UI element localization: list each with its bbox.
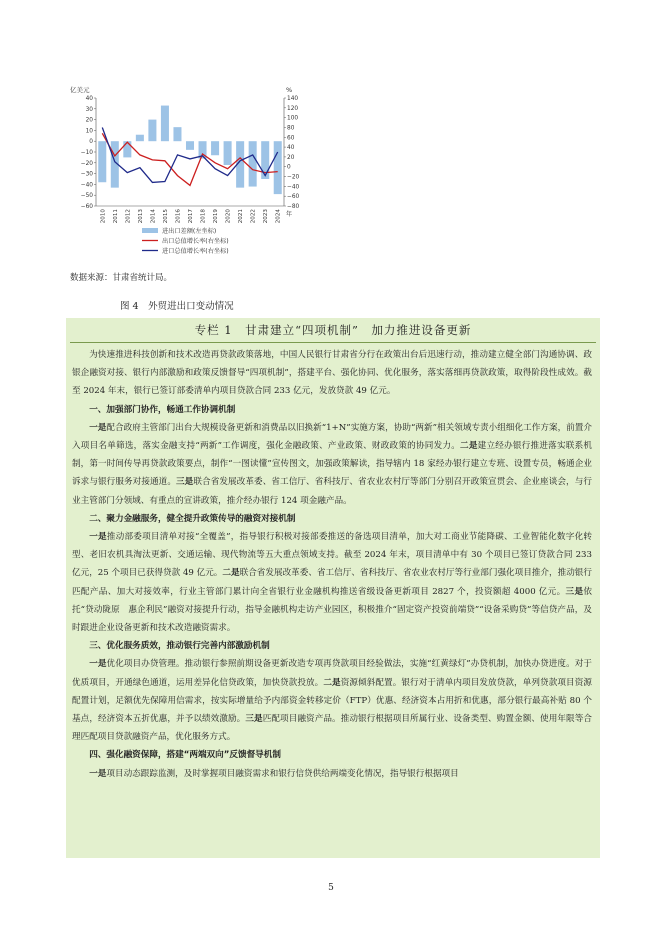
left-tick-label: −50 — [80, 193, 93, 200]
bar-trade-balance — [123, 141, 131, 157]
figure-source: 数据来源：甘肃省统计局。 — [70, 273, 173, 283]
x-tick-label: 2010 — [100, 209, 107, 224]
bar-trade-balance — [261, 141, 269, 179]
x-tick-label: 2016 — [175, 209, 182, 224]
bar-trade-balance — [148, 120, 156, 142]
box-body — [72, 346, 592, 783]
figure-caption: 图 4 外贸进出口变动情况 — [120, 301, 234, 312]
right-axis-unit: % — [286, 86, 293, 94]
bar-trade-balance — [249, 141, 257, 186]
right-tick-label: −80 — [287, 204, 300, 210]
right-tick-label: 140 — [287, 96, 299, 102]
x-tick-label: 2020 — [225, 209, 232, 224]
page-number: 5 — [328, 883, 334, 893]
intro-paragraph: 为快速推进科技创新和技术改造再贷款政策落地，中国人民银行甘肃省分行在政策出台后迅速行动，推动建立健全部门沟通协调、政银企融资对接、银行内部激励和政策反馈督导“四项机制”，搭建平台、强化协同、优化服务，落实落细再贷款政策，取得阶段性成效。截至 2024 年末，银行已签订部委清单内项目贷款合同 233 亿元，发放贷款 49 亿元。 — [72, 350, 592, 397]
x-tick-label: 2023 — [263, 209, 270, 224]
x-tick-label: 2011 — [112, 209, 119, 224]
right-tick-label: 40 — [287, 145, 295, 152]
x-tick-label: 2022 — [250, 209, 257, 224]
section-heading-3: 三、优化服务质效，推动银行完善内部激励机制 — [89, 641, 270, 652]
x-tick-label: 2017 — [188, 209, 194, 224]
right-tick-label: 80 — [287, 125, 295, 132]
box-title: 专栏 1 甘肃建立“四项机制” 加力推进设备更新 — [194, 323, 472, 337]
left-tick-label: −30 — [80, 171, 93, 178]
bar-trade-balance — [173, 127, 181, 141]
x-tick-label: 2015 — [162, 209, 169, 224]
section-1-paragraph: 一是配合政府主管部门出台大规模设备更新和消费品以旧换新“1+N”实施方案，协助“两新”相关领域专责小组细化工作方案，前置介入项目名单筛选，落实金融支持“两新”工作调度，强化金融政策、产业政策、财政政策的协同发力。二是建立经办银行推进落实联系机制，第一时间传导再贷款政策要点，制作“一图读懂”宣传图文，加强政策解读，指导辖内 18 家经办银行建立专班、设置专员，畅通企业诉求与银行服务对接通道。三是联合省发展改革委、省工信厅、省科技厅、省农业农村厅等部门分别召开政策宣贯会、企业座谈会，与行业主管部门分领域、有重点的宣讲政策，推介经办银行 124 项金融产品。 — [72, 422, 592, 506]
left-tick-label: 20 — [85, 117, 93, 124]
legend-label: 进口总值增长率(右坐标) — [162, 248, 229, 255]
bar-trade-balance — [224, 141, 232, 165]
bar-trade-balance — [161, 106, 169, 142]
section-4-paragraph: 一是项目动态跟踪监测，及时掌握项目融资需求和银行信贷供给两端变化情况，指导银行根据项目 — [89, 768, 459, 779]
legend-label: 进出口差额(左坐标) — [162, 228, 217, 235]
left-tick-label: 30 — [85, 106, 93, 113]
x-tick-label: 2014 — [150, 209, 157, 224]
legend-label: 出口总值增长率(右坐标) — [162, 238, 229, 245]
left-tick-label: −60 — [80, 204, 93, 210]
right-tick-label: 100 — [287, 115, 299, 122]
right-tick-label: 60 — [287, 135, 295, 142]
bar-trade-balance — [186, 141, 194, 150]
x-tick-label: 2021 — [238, 209, 245, 224]
section-3-paragraph: 一是优化项目办贷管理。推动银行参照前期设备更新改造专项再贷款项目经验做法，实施“红黄绿灯”办贷机制，加快办贷进度。对于优质项目，开通绿色通道，运用差异化信贷政策，加快贷款投放。二是资源倾斜配置。银行对于清单内项目发放贷款，单列贷款项目资源配置计划，足额优先保障用信需求，按实际增量给予内部资金转移定价（FTP）优惠、经济资本占用折和优惠，部分银行最高补贴 80 个基点，经济资本五折优惠，并予以绩效激励。三是匹配项目融资产品。推动银行根据项目所属行业、设备类型、购置金额、使用年限等合理匹配项目贷款融资产品，优化服务方式。 — [72, 659, 592, 743]
section-2-paragraph: 一是推动部委项目清单对接“全覆盖”，指导银行积极对接部委推送的备选项目清单，加大对工商业节能降碳、工业智能化数字化转型、老旧农机具淘汰更新、交通运输、现代物流等五大重点领域支持。截至 2024 年末，项目清单中有 30 个项目已签订贷款合同 233 亿元，25 个项目已获得贷款 49 亿元。二是联合省发展改革委、省工信厅、省科技厅、省农业农村厅等行业部门强化项目推介，推动银行匹配产品、加大对接效率，行业主管部门累计向全省银行业金融机构推送省级设备更新项目 2827 个，投资额超 4000 亿元。三是依托“贷动陇原 惠企利民”融资对接提升行动，指导金融机构走访产业园区，积极推介“固定资产投资前端贷”“设备采购贷”等信贷产品，及时跟进企业设备更新和技术改造融资需求。 — [72, 532, 592, 634]
x-tick-label: 2018 — [200, 209, 207, 224]
x-tick-label: 2012 — [125, 209, 132, 224]
left-tick-label: 0 — [89, 139, 93, 146]
box-title-divider — [70, 342, 596, 343]
right-tick-label: −60 — [287, 194, 300, 201]
legend-swatch-bar — [142, 228, 158, 233]
bar-trade-balance — [274, 141, 282, 194]
right-tick-label: 0 — [287, 164, 291, 171]
x-tick-label: 2024 — [275, 209, 282, 224]
left-axis-unit: 亿美元 — [70, 86, 90, 94]
right-tick-label: −40 — [287, 184, 300, 191]
left-tick-label: −40 — [80, 182, 93, 189]
bar-trade-balance — [211, 141, 219, 155]
left-tick-label: 40 — [85, 96, 93, 102]
right-tick-label: 20 — [287, 154, 295, 161]
left-tick-label: −20 — [80, 160, 93, 167]
right-tick-label: 120 — [287, 105, 299, 112]
x-tick-label: 2019 — [213, 209, 220, 224]
x-tick-label: 2013 — [137, 209, 144, 224]
bar-trade-balance — [136, 135, 144, 141]
section-heading-4: 四、强化融资保障，搭建“两端双向”反馈督导机制 — [89, 750, 281, 761]
left-tick-label: −10 — [80, 150, 93, 156]
section-heading-2: 二、聚力金融服务，健全提升政策传导的融资对接机制 — [89, 513, 296, 524]
right-tick-label: −20 — [287, 174, 300, 181]
left-tick-label: 10 — [85, 128, 93, 135]
bar-trade-balance — [98, 141, 106, 182]
section-heading-1: 一、加强部门协作，畅通工作协调机制 — [89, 404, 236, 415]
trade-chart — [66, 82, 306, 267]
x-axis-suffix: 年 — [286, 211, 293, 218]
